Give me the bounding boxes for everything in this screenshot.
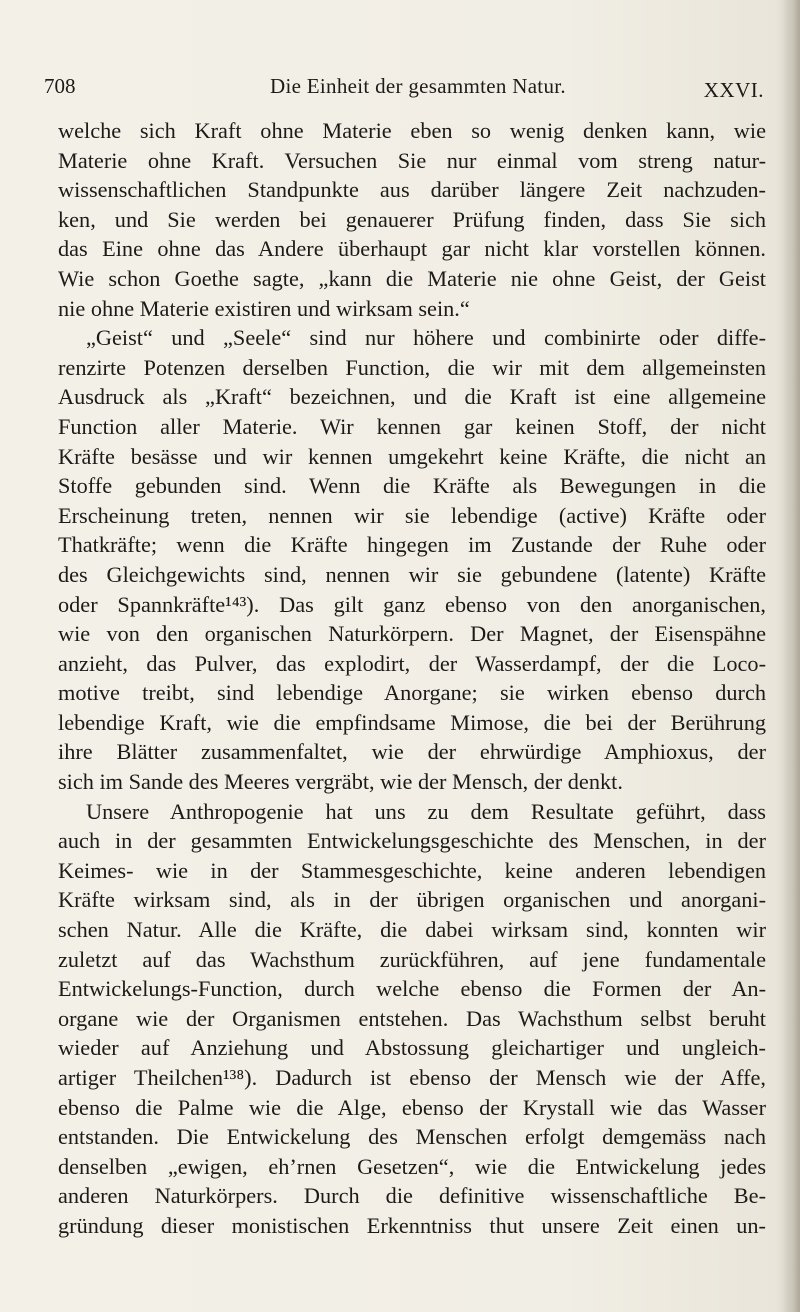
text-line: schen Natur. Alle die Kräfte, die dabei wirksam sind, konnten wir bbox=[58, 917, 766, 943]
text-line: „Geist“ und „Seele“ sind nur höhere und combinirte oder diffe- bbox=[86, 325, 766, 351]
running-title: Die Einheit der gesammten Natur. bbox=[270, 74, 566, 98]
page-edge-shadow bbox=[782, 0, 800, 1312]
text-line: ebenso die Palme wie die Alge, ebenso der Krystall wie das Wasser bbox=[58, 1094, 766, 1120]
text-line: denselben „ewigen, eh’rnen Gesetzen“, wie die Entwickelung jedes bbox=[58, 1153, 766, 1179]
page-header bbox=[44, 70, 764, 106]
chapter-number: XXVI. bbox=[703, 78, 764, 102]
text-line: Keimes- wie in der Stammesgeschichte, keine anderen lebendigen bbox=[58, 857, 766, 883]
text-line: gründung dieser monistischen Erkenntniss thut unsere Zeit einen un- bbox=[58, 1212, 766, 1238]
text-line: des Gleichgewichts sind, nennen wir sie gebundene (latente) Kräfte bbox=[58, 561, 766, 587]
text-line: Kräfte besässe und wir kennen umgekehrt keine Kräfte, die nicht an bbox=[58, 443, 766, 469]
text-line: artiger Theilchen¹³⁸). Dadurch ist ebenso der Mensch wie der Affe, bbox=[58, 1065, 766, 1090]
text-line: das Eine ohne das Andere überhaupt gar nicht klar vorstellen können. bbox=[58, 236, 766, 262]
text-line: Unsere Anthropogenie hat uns zu dem Resultate geführt, dass bbox=[86, 798, 766, 824]
text-line: auch in der gesammten Entwickelungsgeschichte des Menschen, in der bbox=[58, 828, 766, 854]
text-line: motive treibt, sind lebendige Anorgane; sie wirken ebenso durch bbox=[58, 680, 766, 706]
body-text bbox=[58, 116, 766, 1241]
text-line: Thatkräfte; wenn die Kräfte hingegen im Zustande der Ruhe oder bbox=[58, 532, 766, 558]
text-line: zuletzt auf das Wachsthum zurückführen, auf jene fundamentale bbox=[58, 946, 766, 972]
text-line: wissenschaftlichen Standpunkte aus darüber längere Zeit nachzuden- bbox=[58, 177, 766, 203]
text-line: ihre Blätter zusammenfaltet, wie der ehrwürdige Amphioxus, der bbox=[58, 739, 766, 765]
page-number: 708 bbox=[44, 74, 76, 98]
text-line: oder Spannkräfte¹⁴³). Das gilt ganz ebenso von den anorganischen, bbox=[58, 591, 766, 617]
text-line: ken, und Sie werden bei genauerer Prüfung finden, dass Sie sich bbox=[58, 206, 766, 232]
text-line: renzirte Potenzen derselben Function, die wir mit dem allgemeinsten bbox=[58, 354, 766, 380]
text-line: Erscheinung treten, nennen wir sie lebendige (active) Kräfte oder bbox=[58, 502, 766, 528]
text-line: nie ohne Materie existiren und wirksam sein.“ bbox=[58, 295, 470, 321]
text-line: Materie ohne Kraft. Versuchen Sie nur einmal vom streng natur- bbox=[58, 147, 766, 173]
text-line: Stoffe gebunden sind. Wenn die Kräfte als Bewegungen in die bbox=[58, 473, 766, 499]
text-line: anzieht, das Pulver, das explodirt, der Wasserdampf, der die Loco- bbox=[58, 650, 766, 676]
text-line: wieder auf Anziehung und Abstossung gleichartiger und ungleich- bbox=[58, 1035, 766, 1061]
text-line: Kräfte wirksam sind, als in der übrigen organischen und anorgani- bbox=[58, 887, 766, 913]
text-line: wie von den organischen Naturkörpern. Der Magnet, der Eisenspähne bbox=[58, 621, 766, 647]
text-line: sich im Sande des Meeres vergräbt, wie der Mensch, der denkt. bbox=[58, 769, 623, 795]
text-line: lebendige Kraft, wie die empfindsame Mimose, die bei der Berührung bbox=[58, 709, 766, 735]
text-line: Ausdruck als „Kraft“ bezeichnen, und die Kraft ist eine allgemeine bbox=[58, 384, 766, 410]
text-line: welche sich Kraft ohne Materie eben so wenig denken kann, wie bbox=[58, 118, 766, 143]
text-line: anderen Naturkörpers. Durch die definitive wissenschaftliche Be- bbox=[58, 1183, 766, 1209]
text-line: entstanden. Die Entwickelung des Menschen erfolgt demgemäss nach bbox=[58, 1124, 766, 1150]
text-line: Wie schon Goethe sagte, „kann die Materie nie ohne Geist, der Geist bbox=[58, 265, 766, 291]
text-line: Function aller Materie. Wir kennen gar keinen Stoff, der nicht bbox=[58, 413, 766, 439]
text-line: Entwickelungs-Function, durch welche ebenso die Formen der An- bbox=[58, 976, 766, 1002]
text-line: organe wie der Organismen entstehen. Das Wachsthum selbst beruht bbox=[58, 1005, 766, 1031]
